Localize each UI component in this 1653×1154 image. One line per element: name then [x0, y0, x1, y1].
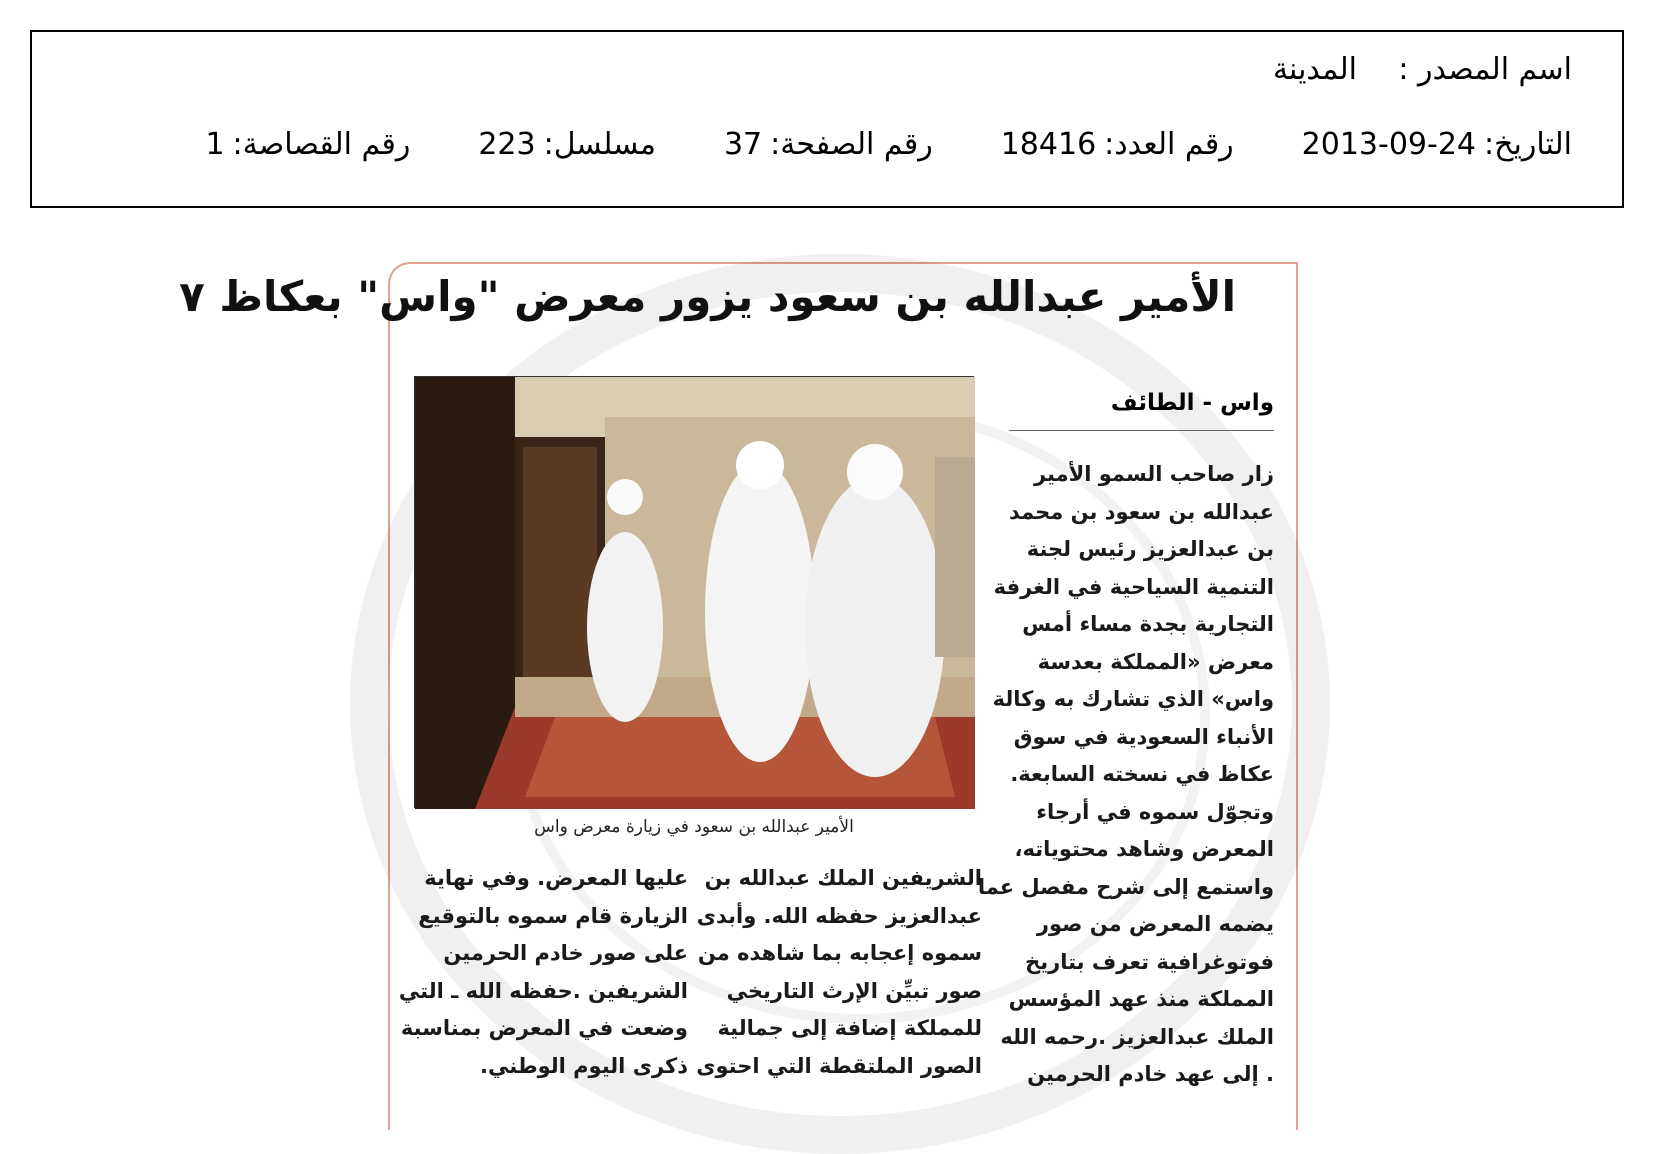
photo-caption: الأمير عبدالله بن سعود في زيارة معرض واس [534, 817, 854, 837]
text-line: بن عبدالعزيز رئيس لجنة [1026, 537, 1274, 561]
text-line: معرض «المملكة بعدسة [1037, 649, 1274, 674]
text-line: التجارية بجدة مساء أمس [1022, 612, 1274, 636]
text-line: فوتوغرافية تعرف بتاريخ [1025, 949, 1274, 974]
source-row [72, 52, 1572, 87]
article-column-right [977, 456, 1274, 1094]
clip-value: 1 [205, 127, 225, 162]
clip-field [205, 127, 410, 162]
text-line: واستمع إلى شرح مفصل عما [977, 874, 1274, 899]
source-label: اسم المصدر : [1398, 52, 1572, 87]
article-headline: الأمير عبدالله بن سعود يزور معرض "واس" بعكاظ ٧ [179, 272, 1236, 321]
text-line: سموه إعجابه بما شاهده من [697, 941, 982, 965]
text-line: المملكة منذ عهد المؤسس [1008, 987, 1274, 1011]
page-value: 37 [723, 127, 763, 162]
text-line: الصور الملتقطة التي احتوى [696, 1053, 982, 1078]
article-column-middle [696, 860, 982, 1085]
serial-field [478, 127, 656, 162]
text-line: الملك عبدالعزيز .رحمه الله [1000, 1024, 1274, 1049]
text-line: واس» الذي تشارك به وكالة [992, 687, 1274, 711]
text-line: الزيارة قام سموه بالتوقيع [418, 903, 688, 928]
newspaper-clipping [179, 262, 1298, 1130]
issue-value: 18416 [1000, 127, 1097, 162]
text-line: الشريفين الملك عبدالله بن [704, 866, 982, 890]
details-row [72, 127, 1572, 162]
clip-label: رقم القصاصة: [232, 127, 411, 162]
issue-label: رقم العدد: [1104, 127, 1234, 162]
text-line: على صور خادم الحرمين [443, 941, 688, 965]
article-column-left [398, 860, 688, 1085]
page-field [724, 127, 933, 162]
text-line: الشريفين .حفظه الله ـ التي [398, 978, 688, 1003]
text-line: زار صاحب السمو الأمير [1033, 462, 1274, 486]
text-line: الأنباء السعودية في سوق [1013, 724, 1274, 749]
text-line: صور تبيِّن الإرث التاريخي [726, 978, 982, 1003]
text-line: عبدالعزيز حفظه الله. وأبدى [696, 903, 982, 928]
serial-value: 223 [478, 127, 536, 162]
text-line: . إلى عهد خادم الحرمين [1027, 1062, 1274, 1086]
article-dateline: واس - الطائف [1009, 390, 1274, 431]
text-line: المعرض وشاهد محتوياته، [1014, 837, 1274, 861]
date-label: التاريخ: [1484, 127, 1572, 162]
text-line: عليها المعرض. وفي نهاية [424, 866, 688, 890]
text-line: يضمه المعرض من صور [1036, 912, 1274, 936]
date-field [1302, 127, 1572, 162]
text-line: عبدالله بن سعود بن محمد [1008, 499, 1274, 524]
text-line: وتجوّل سموه في أرجاء [1036, 799, 1274, 824]
photo-illustration [415, 377, 975, 809]
text-line: وضعت في المعرض بمناسبة [400, 1016, 688, 1040]
text-line: التنمية السياحية في الغرفة [993, 574, 1274, 599]
text-line: للمملكة إضافة إلى جمالية [717, 1016, 982, 1040]
source-value: المدينة [1272, 52, 1357, 87]
page-label: رقم الصفحة: [770, 127, 933, 162]
text-line: عكاظ في نسخته السابعة. [1010, 762, 1274, 786]
serial-label: مسلسل: [543, 127, 656, 162]
text-line: ذكرى اليوم الوطني. [480, 1053, 688, 1078]
article-photo [414, 376, 974, 808]
date-value: 2013-09-24 [1301, 127, 1477, 162]
clipping-metadata-box [30, 30, 1624, 208]
issue-field [1001, 127, 1234, 162]
